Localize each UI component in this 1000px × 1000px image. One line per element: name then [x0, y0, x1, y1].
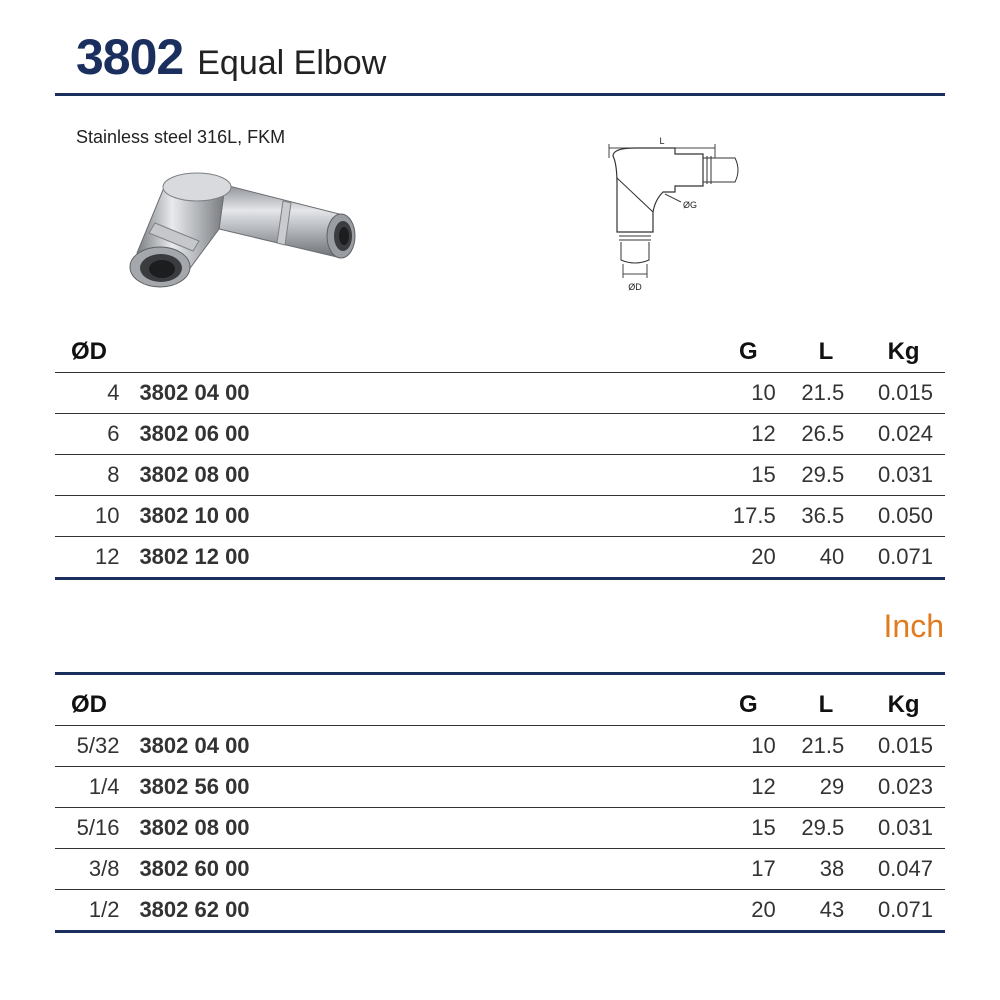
product-photo: [115, 145, 375, 305]
cell-g: 10: [707, 373, 790, 414]
header-kg: Kg: [862, 332, 945, 373]
header-l: L: [790, 332, 862, 373]
header-g: G: [707, 685, 790, 726]
cell-article-number: 3802 12 00: [127, 537, 707, 579]
table-row: [55, 414, 945, 455]
cell-article-number: 3802 62 00: [127, 890, 707, 932]
cell-article-number: 3802 10 00: [127, 496, 707, 537]
cell-kg: 0.031: [862, 808, 945, 849]
cell-g: 17: [707, 849, 790, 890]
header-article: [127, 332, 707, 373]
page-header: [76, 28, 386, 88]
cell-g: 10: [707, 726, 790, 767]
cell-diameter: 5/32: [55, 726, 127, 767]
cell-l: 29.5: [790, 455, 862, 496]
cell-l: 29.5: [790, 808, 862, 849]
table-row: [55, 373, 945, 414]
header-l: L: [790, 685, 862, 726]
table-row: [55, 726, 945, 767]
cell-l: 21.5: [790, 373, 862, 414]
cell-l: 43: [790, 890, 862, 932]
table-row: [55, 767, 945, 808]
cell-g: 20: [707, 890, 790, 932]
cell-kg: 0.031: [862, 455, 945, 496]
label-g: ØG: [683, 200, 698, 210]
cell-diameter: 3/8: [55, 849, 127, 890]
table-row: [55, 455, 945, 496]
cell-l: 36.5: [790, 496, 862, 537]
header-article: [127, 685, 707, 726]
cell-kg: 0.071: [862, 890, 945, 932]
header-divider: [55, 93, 945, 96]
cell-g: 12: [707, 767, 790, 808]
table-row: [55, 890, 945, 932]
table-row: [55, 808, 945, 849]
cell-diameter: 6: [55, 414, 127, 455]
product-name: Equal Elbow: [197, 44, 387, 82]
cell-diameter: 1/4: [55, 767, 127, 808]
inch-section-label: Inch: [883, 608, 944, 644]
header-g: G: [707, 332, 790, 373]
material-description: Stainless steel 316L, FKM: [76, 127, 286, 147]
cell-article-number: 3802 06 00: [127, 414, 707, 455]
cell-article-number: 3802 08 00: [127, 808, 707, 849]
inch-divider: [55, 672, 945, 675]
cell-g: 15: [707, 808, 790, 849]
technical-drawing: [595, 128, 755, 308]
cell-diameter: 1/2: [55, 890, 127, 932]
cell-kg: 0.047: [862, 849, 945, 890]
cell-l: 40: [790, 537, 862, 579]
cell-l: 38: [790, 849, 862, 890]
cell-g: 20: [707, 537, 790, 579]
cell-kg: 0.050: [862, 496, 945, 537]
cell-l: 26.5: [790, 414, 862, 455]
cell-diameter: 5/16: [55, 808, 127, 849]
cell-diameter: 4: [55, 373, 127, 414]
metric-table: [55, 332, 945, 580]
cell-l: 21.5: [790, 726, 862, 767]
header-diameter: ØD: [55, 685, 127, 726]
inch-table: [55, 685, 945, 933]
cell-article-number: 3802 04 00: [127, 373, 707, 414]
table-row: [55, 849, 945, 890]
cell-g: 12: [707, 414, 790, 455]
cell-kg: 0.015: [862, 726, 945, 767]
cell-article-number: 3802 08 00: [127, 455, 707, 496]
cell-kg: 0.015: [862, 373, 945, 414]
label-d: ØD: [628, 282, 642, 292]
header-kg: Kg: [862, 685, 945, 726]
cell-g: 17.5: [707, 496, 790, 537]
product-code: 3802: [76, 29, 184, 85]
table-header-row: [55, 332, 945, 373]
cell-diameter: 10: [55, 496, 127, 537]
table-row: [55, 537, 945, 579]
cell-article-number: 3802 04 00: [127, 726, 707, 767]
cell-diameter: 8: [55, 455, 127, 496]
table-header-row: [55, 685, 945, 726]
cell-kg: 0.023: [862, 767, 945, 808]
cell-article-number: 3802 56 00: [127, 767, 707, 808]
cell-kg: 0.024: [862, 414, 945, 455]
header-diameter: ØD: [55, 332, 127, 373]
cell-article-number: 3802 60 00: [127, 849, 707, 890]
cell-g: 15: [707, 455, 790, 496]
cell-kg: 0.071: [862, 537, 945, 579]
label-l: L: [659, 136, 665, 146]
cell-l: 29: [790, 767, 862, 808]
cell-diameter: 12: [55, 537, 127, 579]
table-row: [55, 496, 945, 537]
